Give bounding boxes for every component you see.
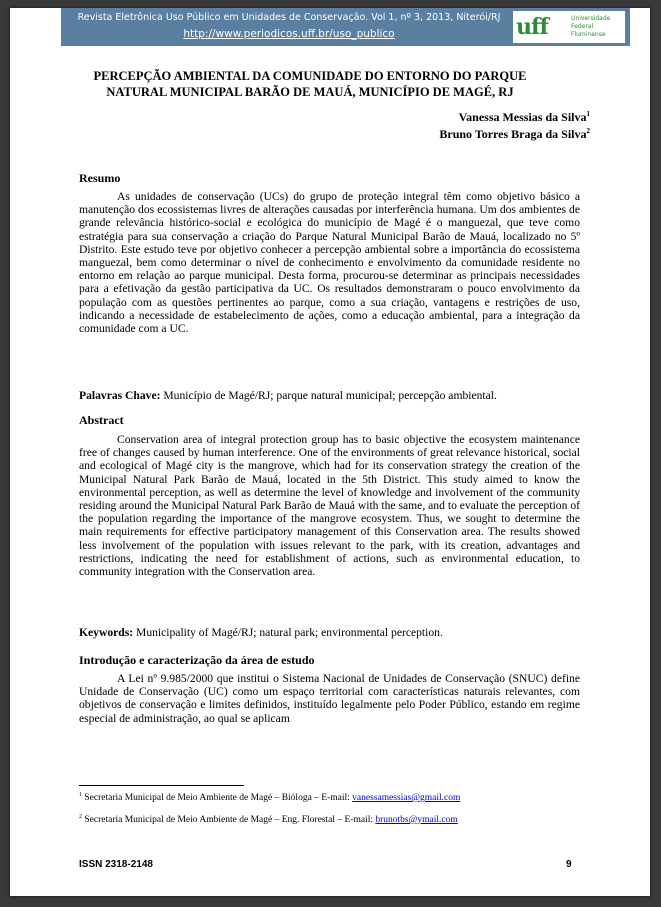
issn: ISSN 2318-2148 bbox=[79, 859, 153, 870]
logo-text-line: Universidade bbox=[571, 15, 611, 22]
intro-heading: Introdução e caracterização da área de estudo bbox=[79, 653, 315, 667]
logo-text-line: Federal bbox=[571, 23, 594, 30]
journal-line: Revista Eletrônica Uso Público em Unidades de Conservação. Vol 1, nº 3, 2013, Niterói/RJ bbox=[77, 12, 501, 23]
email-link-1[interactable]: vanessamessias@gmail.com bbox=[352, 793, 461, 804]
page-number: 9 bbox=[566, 859, 572, 870]
intro-text: A Lei nº 9.985/2000 que institui o Sistema Nacional de Unidades de Conservação (SNUC) define Unidade de Conservação (UC) como um espaço territorial com características naturais relevantes, com objetivos de conservação e limites definidos, instituído legalmente pelo Poder Público, estando em regime especial de administração, ao qual se aplicam bbox=[79, 672, 580, 725]
palavras-chave: Palavras Chave: Município de Magé/RJ; parque natural municipal; percepção ambiental. bbox=[79, 389, 497, 402]
resumo-text: As unidades de conservação (UCs) do grupo de proteção integral têm como objetivo básico a manutenção dos ecossistemas livres de alterações causadas por interferência humana. Um dos ambientes de grande relevância histórico-social e ecológica do município de Magé é o manguezal, que teve como estratégia para sua conservação a criação do Parque Natural Municipal Barão de Mauá, localizado no 5º Distrito. Este estudo teve por objetivo conhecer a percepção ambiental sobre a importância do ecossistema manguezal, bem como determinar o nível de conhecimento e envolvimento da comunidade residente no entorno em relação ao parque municipal. Desta forma, procurou-se determinar as principais necessidades para a efetivação da gestão participativa da UC. Os resultados demonstraram o pouco envolvimento da população com as questões pertinentes ao parque, como a sua criação, vantagens e restrições de uso, indicando a necessidade de estabelecimento de ações, como a educação ambiental, para a integração da comunidade com a UC. bbox=[79, 190, 580, 336]
logo-text-line: Fluminense bbox=[571, 31, 606, 38]
journal-url-link[interactable]: http://www.periodicos.uff.br/uso_publico bbox=[183, 28, 395, 40]
author-1: Vanessa Messias da Silva$^1$ bbox=[458, 110, 590, 124]
email-link-2[interactable]: brunotbs@ymail.com bbox=[375, 815, 458, 826]
resumo-heading: Resumo bbox=[79, 171, 121, 185]
keywords: Keywords: Municipality of Magé/RJ; natural park; environmental perception. bbox=[79, 626, 443, 639]
abstract-heading: Abstract bbox=[79, 413, 124, 427]
paper-title: PERCEPÇÃO AMBIENTAL DA COMUNIDADE DO ENTORNO DO PARQUE NATURAL MUNICIPAL BARÃO DE MAUÁ, MUNICÍPIO DE MAGÉ, RJ bbox=[93, 69, 527, 99]
footnote-rule bbox=[79, 785, 244, 786]
uff-logo bbox=[513, 11, 625, 43]
footnote-2: $^2$ Secretaria Municipal de Meio Ambiente de Magé – Eng. Florestal – E-mail: brunotbs@ymail.com bbox=[79, 814, 458, 826]
abstract-text: Conservation area of integral protection group has to basic objective the ecosystem maintenance free of changes caused by human interference. One of the environments of great relevance historical, social and ecological of Magé city is the mangrove, which had for its conservation strategy the creation of the Municipal Natural Park Barão de Mauá, located in the 5th District. This study aimed to know the environmental perception, as well as determine the level of knowledge and involvement of the community residing around the Municipal Natural Park Barão de Mauá with the same, and to evaluate the perception of the population regarding the importance of the mangrove ecosystem. Thus, we sought to determine the main requirements for effective participatory management of this Conservation area. The results showed less involvement of the population with issues relevant to the park, with its creation, advantages and restrictions, indicating the need for establishment of actions, such as environmental education, to community integration with the Conservation area. bbox=[79, 433, 580, 579]
uff-logo-mark: uff bbox=[516, 14, 548, 40]
author-2: Bruno Torres Braga da Silva$^2$ bbox=[439, 127, 590, 141]
document-page bbox=[10, 8, 650, 896]
footnote-1: $^1$ Secretaria Municipal de Meio Ambiente de Magé – Bióloga – E-mail: vanessamessias@gmail.com bbox=[79, 792, 461, 804]
journal-banner bbox=[61, 8, 630, 46]
